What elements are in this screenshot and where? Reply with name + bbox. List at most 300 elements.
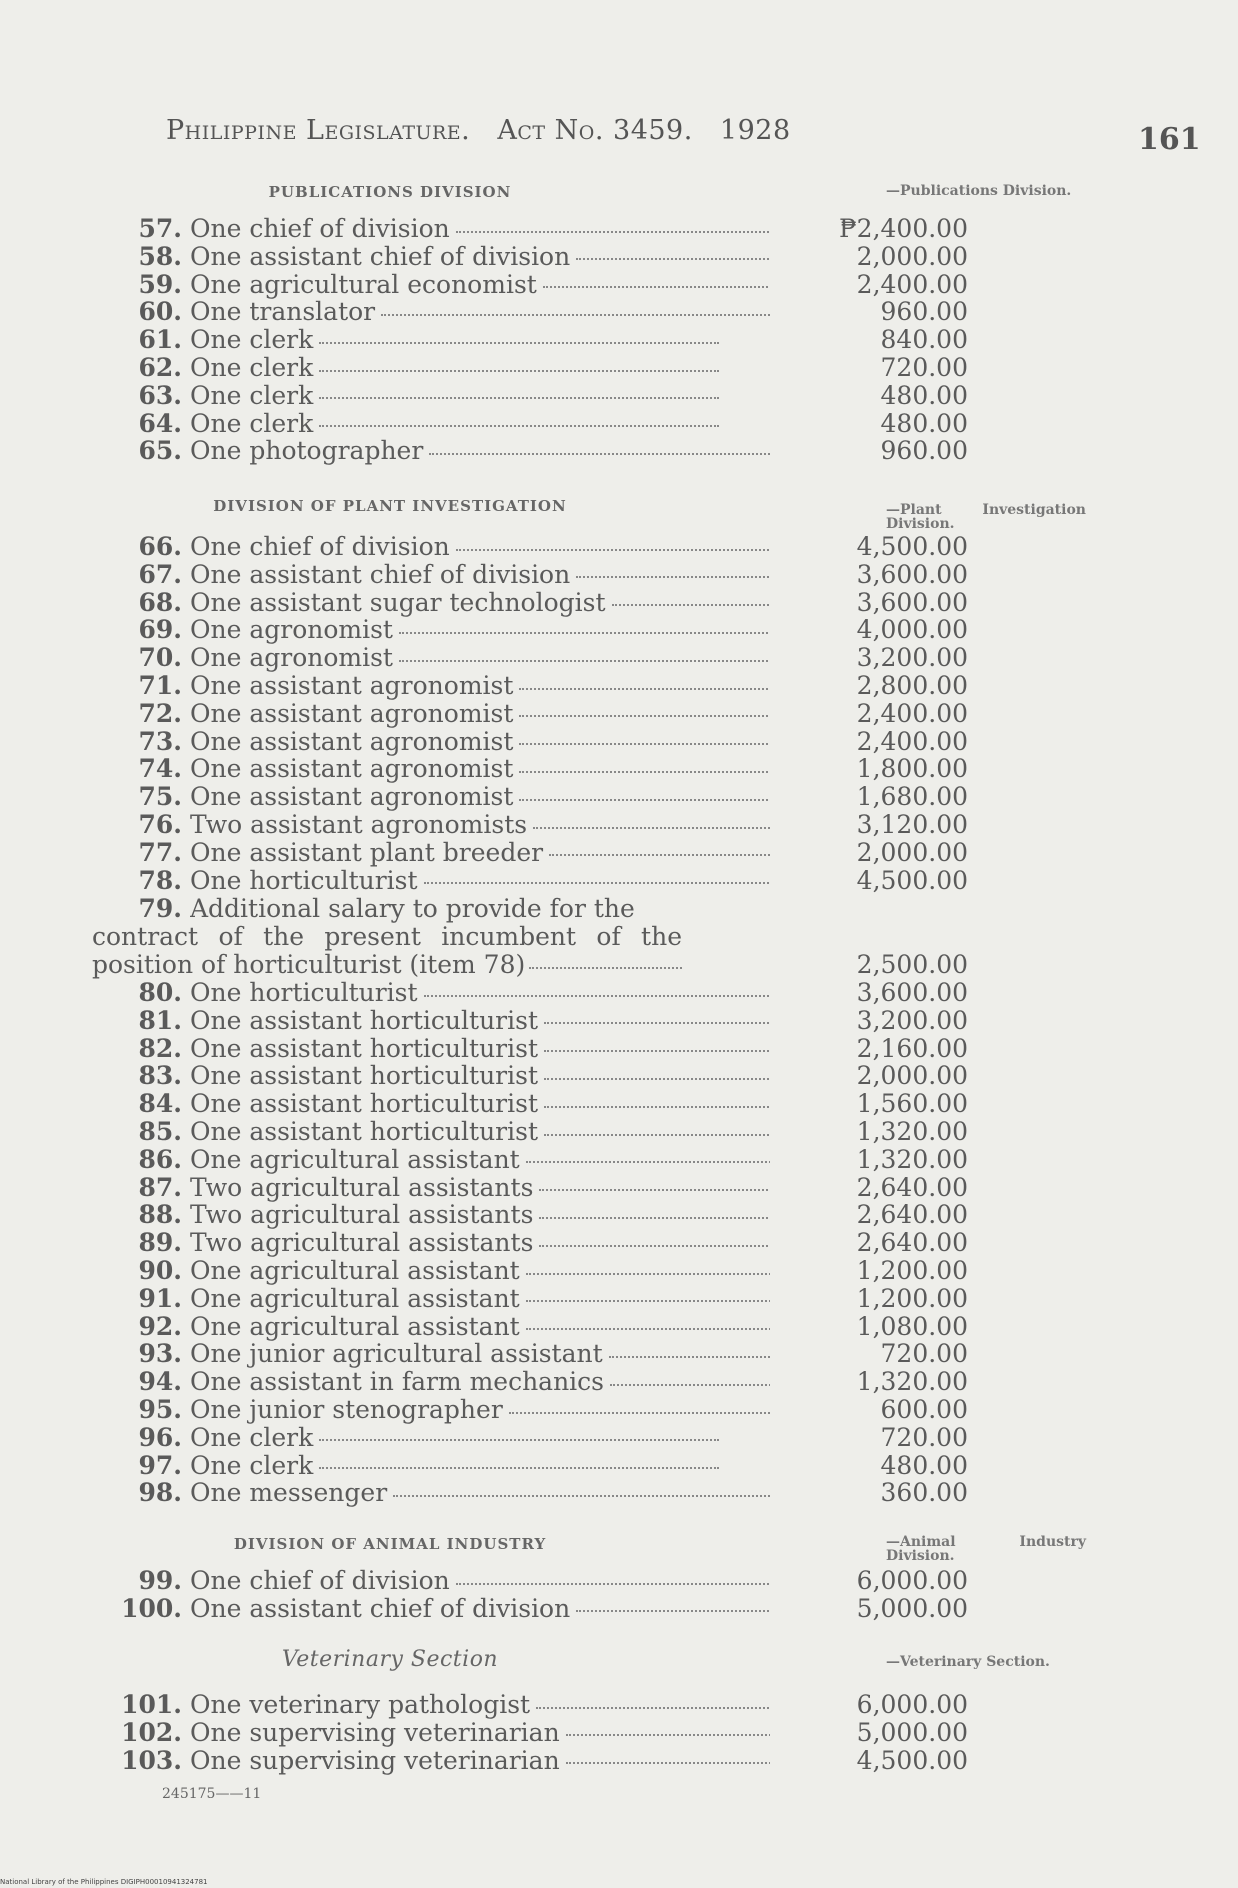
item-number: 84. bbox=[138, 1089, 182, 1119]
margin-note: —Publications Division. bbox=[886, 183, 1072, 199]
section-heading: DIVISION OF PLANT INVESTIGATION bbox=[213, 497, 567, 515]
leader-dots bbox=[566, 1760, 770, 1764]
leader-dots bbox=[526, 1298, 770, 1302]
leader-dots bbox=[319, 395, 719, 399]
leader-dots bbox=[576, 256, 770, 260]
item-amount: 1,680.00 bbox=[856, 782, 968, 812]
item-number: 69. bbox=[138, 615, 182, 645]
list-item bbox=[90, 559, 968, 589]
item-number: 81. bbox=[138, 1005, 182, 1035]
item-description: One horticulturist bbox=[190, 866, 418, 895]
list-item bbox=[90, 782, 968, 812]
item-number: 64. bbox=[138, 408, 182, 438]
list-item bbox=[90, 1593, 968, 1623]
item-description-wrap bbox=[190, 1257, 770, 1285]
leader-dots bbox=[424, 880, 770, 884]
item-number: 93. bbox=[138, 1339, 182, 1369]
list-item bbox=[90, 1117, 968, 1146]
item-description: Two agricultural assistants bbox=[190, 1173, 534, 1202]
list-item bbox=[90, 297, 968, 327]
item-description: One agronomist bbox=[190, 644, 393, 673]
item-number: 66. bbox=[138, 532, 182, 561]
item-number: 95. bbox=[138, 1395, 182, 1424]
item-continuation: contract of the present incumbent of the bbox=[92, 922, 682, 951]
leader-dots bbox=[399, 658, 770, 662]
leader-dots bbox=[539, 1187, 770, 1191]
leader-dots bbox=[533, 825, 770, 829]
item-description: One clerk bbox=[190, 326, 314, 355]
item-amount: 3,120.00 bbox=[856, 810, 968, 839]
item-description-wrap bbox=[190, 1368, 770, 1396]
leader-dots bbox=[544, 1104, 770, 1108]
item-description: One assistant sugar technologist bbox=[190, 588, 606, 617]
item-description: One agricultural assistant bbox=[190, 1257, 520, 1285]
item-description: One supervising veterinarian bbox=[190, 1718, 560, 1747]
item-description: One assistant horticulturist bbox=[190, 1090, 538, 1119]
item-description: One assistant in farm mechanics bbox=[190, 1368, 605, 1397]
item-description: One assistant chief of division bbox=[190, 1594, 571, 1623]
item-description-wrap bbox=[190, 783, 770, 811]
list-item bbox=[90, 325, 968, 355]
item-description: One assistant plant breeder bbox=[190, 838, 544, 867]
item-amount: 600.00 bbox=[880, 1395, 968, 1424]
item-amount: 4,500.00 bbox=[856, 865, 968, 895]
leader-dots bbox=[539, 1243, 770, 1247]
item-description: One assistant agronomist bbox=[190, 783, 514, 812]
list-item bbox=[90, 1566, 968, 1595]
item-amount: 1,560.00 bbox=[856, 1089, 968, 1119]
item-description: One veterinary pathologist bbox=[190, 1691, 531, 1719]
item-amount: 4,000.00 bbox=[856, 615, 968, 645]
item-number: 60. bbox=[138, 297, 182, 327]
item-description-wrap bbox=[190, 1035, 770, 1063]
list-item bbox=[90, 269, 968, 299]
list-item bbox=[90, 1172, 968, 1202]
item-description: One assistant horticulturist bbox=[190, 1062, 538, 1091]
list-item bbox=[90, 353, 968, 382]
list-item bbox=[90, 1033, 968, 1063]
leader-dots bbox=[424, 993, 770, 997]
item-description: One junior stenographer bbox=[190, 1396, 503, 1424]
item-description-wrap bbox=[190, 1007, 770, 1035]
item-amount: 6,000.00 bbox=[856, 1690, 968, 1719]
item-description: One supervising veterinarian bbox=[190, 1746, 560, 1775]
leader-dots bbox=[519, 686, 770, 690]
list-item bbox=[90, 1422, 968, 1452]
item-number: 103. bbox=[121, 1745, 182, 1775]
item-number: 61. bbox=[138, 325, 182, 355]
item-amount: 1,200.00 bbox=[856, 1283, 968, 1313]
item-number: 94. bbox=[138, 1367, 182, 1397]
item-amount: 2,500.00 bbox=[856, 950, 968, 979]
item-number: 63. bbox=[138, 380, 182, 410]
item-amount: 960.00 bbox=[880, 297, 968, 327]
item-number: 88. bbox=[138, 1200, 182, 1230]
item-description-wrap bbox=[190, 1747, 770, 1775]
item-amount: 1,200.00 bbox=[856, 1256, 968, 1285]
list-item bbox=[90, 1283, 968, 1313]
item-number: 86. bbox=[138, 1144, 182, 1174]
list-item bbox=[90, 532, 968, 561]
list-item bbox=[90, 408, 968, 438]
item-description: One agricultural economist bbox=[190, 270, 537, 299]
section-heading: PUBLICATIONS DIVISION bbox=[268, 183, 512, 201]
item-description-wrap bbox=[190, 1340, 770, 1368]
item-description: One clerk bbox=[190, 1423, 314, 1452]
item-description: One agricultural assistant bbox=[190, 1312, 520, 1341]
item-number: 90. bbox=[138, 1256, 182, 1285]
list-item bbox=[90, 754, 968, 784]
item-description-wrap bbox=[190, 700, 770, 728]
item-description: One assistant horticulturist bbox=[190, 1006, 538, 1035]
list-item bbox=[90, 1061, 968, 1091]
item-number: 78. bbox=[138, 865, 182, 895]
item-amount: 480.00 bbox=[880, 1450, 968, 1480]
item-number: 83. bbox=[138, 1061, 182, 1091]
footer-code: 245175——11 bbox=[162, 1786, 262, 1802]
leader-dots bbox=[509, 1410, 770, 1414]
margin-note: —Plant Investigation Division. bbox=[886, 502, 1086, 532]
section-subheading: Veterinary Section bbox=[281, 1647, 499, 1672]
item-amount: 720.00 bbox=[880, 353, 968, 382]
item-amount: 2,400.00 bbox=[856, 269, 968, 299]
item-number: 67. bbox=[138, 559, 182, 589]
item-description-wrap bbox=[190, 1201, 770, 1229]
item-description-wrap bbox=[190, 867, 770, 895]
item-number: 101. bbox=[121, 1690, 182, 1719]
list-item bbox=[90, 615, 968, 645]
running-head-legislature: Philippine Legislature. bbox=[166, 115, 471, 146]
item-description-wrap bbox=[190, 561, 770, 589]
item-description: Two agricultural assistants bbox=[190, 1201, 534, 1230]
list-item bbox=[90, 1089, 968, 1119]
item-description-wrap bbox=[190, 755, 770, 783]
item-amount: 3,600.00 bbox=[856, 587, 968, 617]
leader-dots bbox=[543, 284, 770, 288]
item-description: Two agricultural assistants bbox=[190, 1229, 534, 1258]
leader-dots bbox=[609, 1354, 770, 1358]
running-head-act: Act No. 3459. bbox=[497, 115, 693, 146]
leader-dots bbox=[526, 1159, 770, 1163]
item-description-wrap bbox=[190, 1719, 770, 1747]
item-number: 97. bbox=[138, 1450, 182, 1480]
item-description: One assistant agronomist bbox=[190, 672, 514, 700]
item-number: 98. bbox=[138, 1478, 182, 1508]
item-description-wrap bbox=[190, 437, 770, 465]
item-number: 77. bbox=[138, 837, 182, 867]
list-item bbox=[90, 643, 968, 673]
running-head bbox=[166, 115, 809, 146]
leader-dots bbox=[381, 312, 770, 316]
item-amount: 2,000.00 bbox=[856, 837, 968, 867]
item-amount: 960.00 bbox=[880, 436, 968, 466]
item-amount: 3,600.00 bbox=[856, 559, 968, 589]
item-description: One agronomist bbox=[190, 616, 393, 645]
item-description-wrap bbox=[190, 1424, 770, 1452]
item-amount: 3,200.00 bbox=[856, 643, 968, 673]
item-description-wrap bbox=[190, 382, 770, 410]
item-description-wrap bbox=[190, 243, 770, 271]
leader-dots bbox=[399, 630, 770, 634]
list-item bbox=[90, 587, 968, 617]
leader-dots bbox=[612, 602, 770, 606]
leader-dots bbox=[526, 1271, 770, 1275]
item-number: 70. bbox=[138, 643, 182, 673]
item-description: One clerk bbox=[190, 409, 314, 438]
item-description-wrap bbox=[190, 410, 770, 438]
list-item bbox=[90, 978, 968, 1007]
item-number: 102. bbox=[121, 1717, 182, 1747]
item-description: One assistant agronomist bbox=[190, 727, 514, 756]
list-item bbox=[90, 1450, 968, 1480]
leader-dots bbox=[544, 1020, 770, 1024]
leader-dots bbox=[529, 965, 682, 969]
running-head-year: 1928 bbox=[719, 115, 791, 146]
list-item bbox=[90, 865, 968, 895]
item-number: 79. bbox=[138, 894, 182, 923]
list-item bbox=[90, 950, 968, 979]
list-item bbox=[90, 895, 880, 923]
item-number: 75. bbox=[138, 782, 182, 812]
list-item bbox=[90, 1144, 968, 1174]
item-description-wrap bbox=[190, 839, 770, 867]
item-continuation-last bbox=[92, 951, 682, 979]
item-description: One assistant horticulturist bbox=[190, 1118, 538, 1146]
item-description-wrap bbox=[190, 1174, 770, 1202]
item-description: One junior agricultural assistant bbox=[190, 1340, 603, 1369]
item-description: Two assistant agronomists bbox=[190, 811, 528, 839]
item-amount: 720.00 bbox=[880, 1339, 968, 1369]
item-description-wrap bbox=[190, 589, 770, 617]
item-description: One photographer bbox=[190, 437, 424, 466]
item-description-wrap bbox=[190, 298, 770, 326]
item-amount: 6,000.00 bbox=[856, 1566, 968, 1595]
item-description-wrap bbox=[190, 1062, 770, 1090]
leader-dots bbox=[526, 1326, 770, 1330]
item-amount: 360.00 bbox=[880, 1478, 968, 1508]
item-description-wrap bbox=[190, 979, 770, 1007]
leader-dots bbox=[544, 1048, 770, 1052]
item-description: One chief of division bbox=[190, 1567, 450, 1595]
leader-dots bbox=[319, 340, 719, 344]
item-description: One agricultural assistant bbox=[190, 1145, 520, 1174]
item-amount: 2,640.00 bbox=[856, 1172, 968, 1202]
item-amount: 3,600.00 bbox=[856, 978, 968, 1007]
leader-dots bbox=[456, 547, 770, 551]
item-number: 89. bbox=[138, 1228, 182, 1258]
item-number: 68. bbox=[138, 587, 182, 617]
leader-dots bbox=[549, 852, 770, 856]
item-description-wrap bbox=[190, 1285, 770, 1313]
item-amount: 4,500.00 bbox=[856, 532, 968, 561]
item-number: 58. bbox=[138, 241, 182, 271]
item-description: One assistant chief of division bbox=[190, 560, 571, 589]
item-amount: 5,000.00 bbox=[856, 1717, 968, 1747]
list-item bbox=[90, 1200, 968, 1230]
leader-dots bbox=[576, 574, 770, 578]
leader-dots bbox=[539, 1215, 770, 1219]
list-item bbox=[90, 1478, 968, 1508]
item-number: 91. bbox=[138, 1283, 182, 1313]
item-description-wrap bbox=[190, 533, 770, 561]
list-item bbox=[90, 214, 968, 243]
leader-dots bbox=[456, 1581, 770, 1585]
item-description-wrap bbox=[190, 354, 770, 382]
item-description: One translator bbox=[190, 298, 376, 327]
item-amount: 1,080.00 bbox=[856, 1311, 968, 1341]
item-number: 74. bbox=[138, 754, 182, 784]
item-description-wrap bbox=[190, 1479, 770, 1507]
item-amount: 480.00 bbox=[880, 380, 968, 410]
item-amount: 4,500.00 bbox=[856, 1745, 968, 1775]
item-number: 62. bbox=[138, 353, 182, 382]
margin-note: —Veterinary Section. bbox=[886, 1654, 1050, 1670]
leader-dots bbox=[519, 741, 770, 745]
item-number: 87. bbox=[138, 1172, 182, 1202]
item-description-wrap bbox=[190, 215, 770, 243]
item-number: 92. bbox=[138, 1311, 182, 1341]
item-description-wrap bbox=[190, 1452, 770, 1480]
item-description-wrap bbox=[190, 1118, 770, 1146]
item-number: 100. bbox=[121, 1593, 182, 1623]
item-description: One assistant agronomist bbox=[190, 755, 514, 784]
list-item bbox=[90, 671, 968, 700]
item-number: 71. bbox=[138, 671, 182, 700]
item-number: 57. bbox=[138, 214, 182, 243]
list-item bbox=[90, 1311, 968, 1341]
leader-dots bbox=[319, 1465, 719, 1469]
item-amount: 1,320.00 bbox=[856, 1367, 968, 1397]
item-description: One messenger bbox=[190, 1479, 388, 1508]
item-amount: 1,320.00 bbox=[856, 1117, 968, 1146]
item-description: One clerk bbox=[190, 381, 314, 410]
list-item bbox=[90, 1228, 968, 1258]
item-description-wrap bbox=[190, 616, 770, 644]
item-description-wrap bbox=[190, 271, 770, 299]
item-number: 99. bbox=[138, 1566, 182, 1595]
item-description-wrap bbox=[190, 1396, 770, 1424]
item-number: 65. bbox=[138, 436, 182, 466]
item-description-wrap bbox=[190, 811, 770, 839]
item-description-wrap bbox=[190, 1567, 770, 1595]
item-amount: 2,640.00 bbox=[856, 1200, 968, 1230]
item-amount: 720.00 bbox=[880, 1422, 968, 1452]
leader-dots bbox=[519, 797, 770, 801]
item-number: 76. bbox=[138, 810, 182, 839]
item-description: One clerk bbox=[190, 354, 314, 382]
item-description-wrap bbox=[190, 1313, 770, 1341]
item-description: One clerk bbox=[190, 1451, 314, 1480]
item-amount: 480.00 bbox=[880, 408, 968, 438]
item-amount: 2,640.00 bbox=[856, 1228, 968, 1258]
item-description: One agricultural assistant bbox=[190, 1284, 520, 1313]
item-amount: 2,000.00 bbox=[856, 241, 968, 271]
list-item bbox=[90, 698, 968, 728]
scan-credit: National Library of the Philippines DIGIPH00010941324781 bbox=[0, 1878, 208, 1886]
item-amount: 2,400.00 bbox=[856, 726, 968, 756]
item-description-wrap bbox=[190, 1146, 770, 1174]
list-item bbox=[90, 837, 968, 867]
item-description: One assistant chief of division bbox=[190, 242, 571, 271]
item-description-wrap bbox=[190, 728, 770, 756]
leader-dots bbox=[544, 1132, 770, 1136]
page-number: 161 bbox=[1138, 122, 1201, 157]
item-amount: 1,320.00 bbox=[856, 1144, 968, 1174]
item-description-wrap bbox=[190, 1090, 770, 1118]
list-item bbox=[90, 380, 968, 410]
list-item bbox=[90, 1005, 968, 1035]
item-number: 82. bbox=[138, 1033, 182, 1063]
item-description: One assistant agronomist bbox=[190, 699, 514, 728]
list-item bbox=[90, 1339, 968, 1369]
item-number: 73. bbox=[138, 726, 182, 756]
item-description: One assistant horticulturist bbox=[190, 1034, 538, 1063]
item-number: 96. bbox=[138, 1422, 182, 1452]
item-amount: 1,800.00 bbox=[856, 754, 968, 784]
item-description-wrap bbox=[190, 1595, 770, 1623]
leader-dots bbox=[429, 451, 770, 455]
item-description-wrap bbox=[190, 1691, 770, 1719]
list-item bbox=[90, 241, 968, 271]
list-item bbox=[90, 436, 968, 466]
item-number: 72. bbox=[138, 698, 182, 728]
leader-dots bbox=[519, 713, 770, 717]
list-item bbox=[90, 1717, 968, 1747]
item-description: Additional salary to provide for the bbox=[190, 895, 635, 923]
leader-dots bbox=[610, 1382, 770, 1386]
item-number: 59. bbox=[138, 269, 182, 299]
leader-dots bbox=[319, 1437, 719, 1441]
list-item bbox=[90, 1745, 968, 1775]
leader-dots bbox=[544, 1076, 770, 1080]
item-description-wrap bbox=[190, 672, 770, 700]
leader-dots bbox=[393, 1493, 770, 1497]
list-item bbox=[90, 1256, 968, 1285]
item-description: One chief of division bbox=[190, 215, 450, 243]
item-number: 80. bbox=[138, 978, 182, 1007]
leader-dots bbox=[456, 229, 770, 233]
list-item bbox=[90, 1367, 968, 1397]
item-amount: 2,000.00 bbox=[856, 1061, 968, 1091]
item-number: 85. bbox=[138, 1117, 182, 1146]
item-amount: 2,160.00 bbox=[856, 1033, 968, 1063]
item-amount: 840.00 bbox=[880, 325, 968, 355]
item-description-wrap bbox=[190, 1229, 770, 1257]
item-description: position of horticulturist (item 78) bbox=[92, 951, 526, 979]
item-description-wrap bbox=[190, 644, 770, 672]
margin-note: —Animal Industry Division. bbox=[886, 1534, 1086, 1564]
item-amount: ₱2,400.00 bbox=[839, 214, 968, 243]
leader-dots bbox=[576, 1608, 770, 1612]
list-item bbox=[90, 1395, 968, 1424]
item-amount: 3,200.00 bbox=[856, 1005, 968, 1035]
item-description: One horticulturist bbox=[190, 979, 418, 1007]
list-item bbox=[90, 726, 968, 756]
list-item bbox=[90, 1690, 968, 1719]
item-amount: 2,800.00 bbox=[856, 671, 968, 700]
leader-dots bbox=[519, 769, 770, 773]
item-amount: 2,400.00 bbox=[856, 698, 968, 728]
item-amount: 5,000.00 bbox=[856, 1593, 968, 1623]
leader-dots bbox=[536, 1705, 770, 1709]
item-description-wrap bbox=[190, 326, 770, 354]
item-description: One chief of division bbox=[190, 533, 450, 561]
list-item bbox=[90, 810, 968, 839]
section-heading: DIVISION OF ANIMAL INDUSTRY bbox=[233, 1535, 547, 1553]
leader-dots bbox=[319, 423, 719, 427]
leader-dots bbox=[319, 368, 719, 372]
leader-dots bbox=[566, 1732, 770, 1736]
